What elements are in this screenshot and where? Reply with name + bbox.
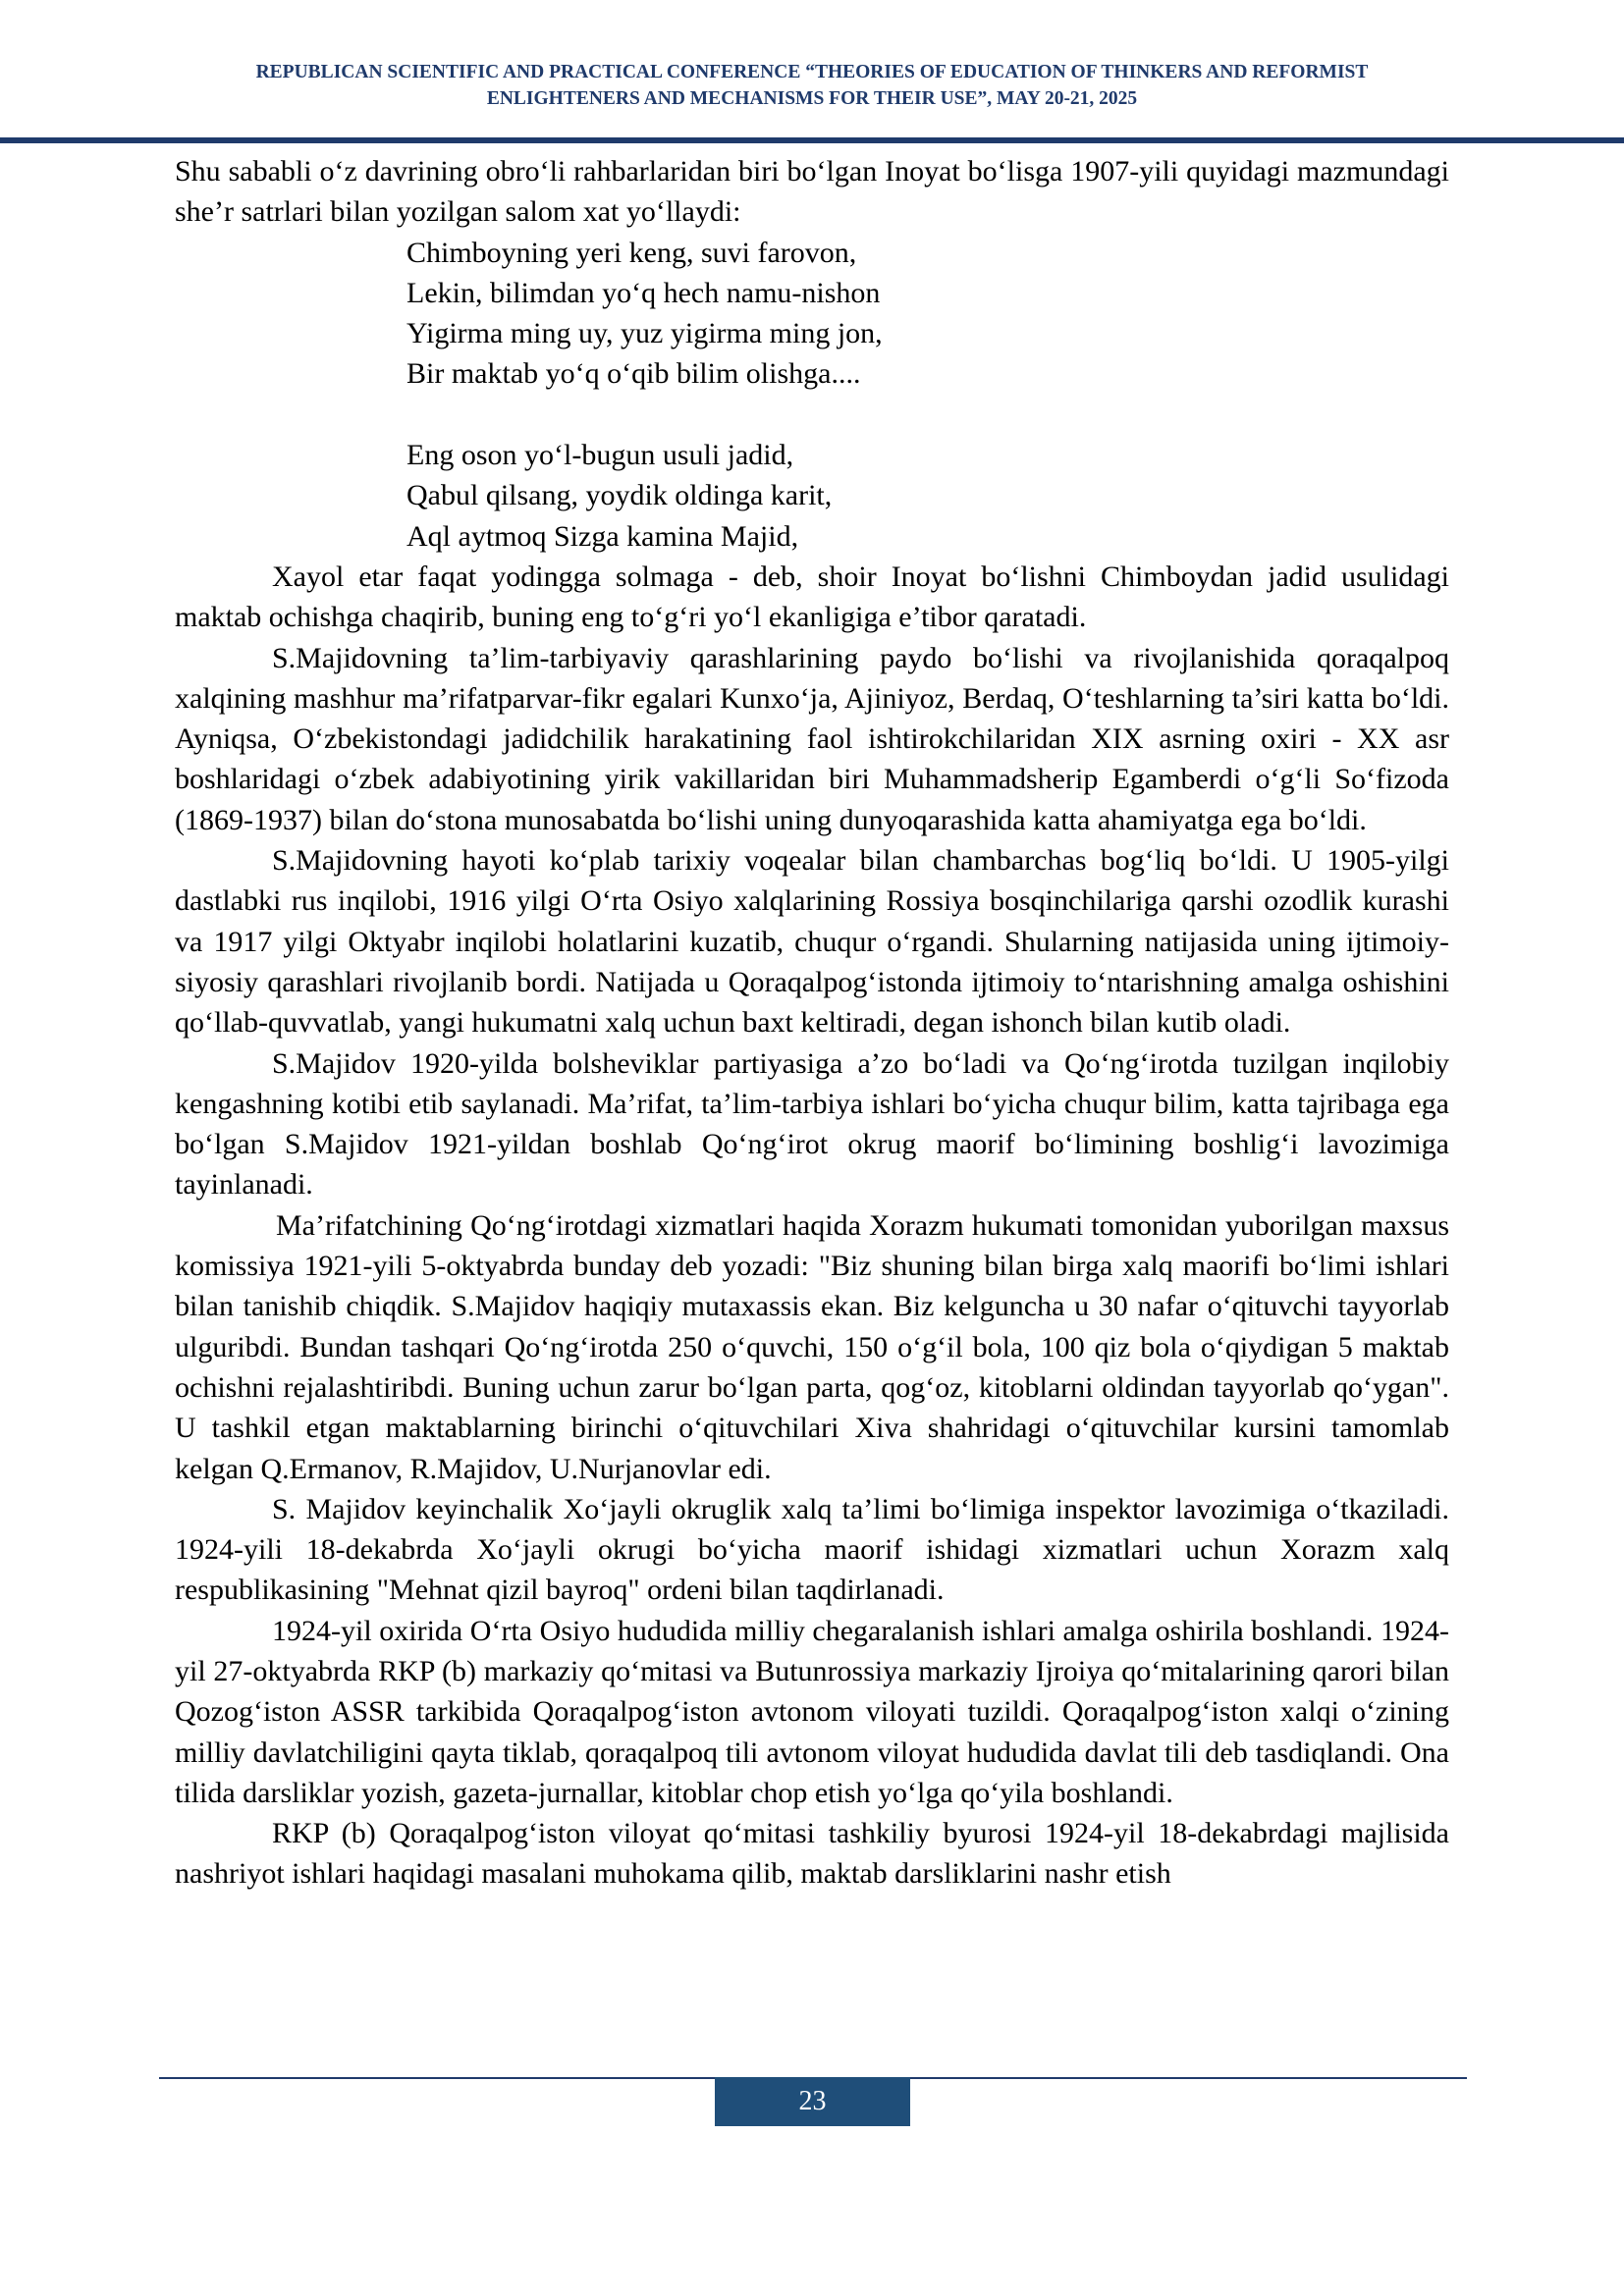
intro-paragraph: Shu sababli o‘z davrining obro‘li rahbarlaridan biri bo‘lgan Inoyat bo‘lisga 1907-yili quyidagi mazmundagi she’r satrlari bilan yozilgan salom xat yo‘llaydi:	[175, 155, 1449, 229]
poem-line: Chimboyning yeri keng, suvi farovon,	[406, 236, 857, 269]
article-body	[175, 151, 1449, 1895]
poem-line: Lekin, bilimdan yo‘q hech namu-nishon	[406, 276, 881, 309]
body-paragraph: S.Majidovning ta’lim-tarbiyaviy qarashlarining paydo bo‘lishi va rivojlanishida qoraqalpoq xalqining mashhur ma’rifatparvar-fikr egalari Kunxo‘ja, Ajiniyoz, Berdaq, O‘teshlarning ta’siri katta bo‘ldi. Ayniqsa, O‘zbekistondagi jadidchilik harakatining faol ishtirokchilaridan XIX asrning oxiri - XX asr boshlaridagi o‘zbek adabiyotining yirik vakillaridan biri Muhammadsherip Egamberdi o‘g‘li So‘fizoda (1869-1937) bilan do‘stona munosabatda bo‘lishi uning dunyoqarashida katta ahamiyatga ega bo‘ldi.	[175, 641, 1449, 836]
page-number: 23	[715, 2077, 910, 2126]
poem-line: Qabul qilsang, yoydik oldinga karit,	[406, 479, 833, 512]
conference-header	[118, 59, 1506, 112]
body-paragraph: S.Majidovning hayoti ko‘plab tarixiy voqealar bilan chambarchas bog‘liq bo‘ldi. U 1905-yilgi dastlabki rus inqilobi, 1916 yilgi O‘rta Osiyo xalqlarining Rossiya bosqinchilariga qarshi ozodlik kurashi va 1917 yilgi Oktyabr inqilobi holatlarini kuzatib, chuqur o‘rgandi. Shularning natijasida uning ijtimoiy-siyosiy qarashlari rivojlanib bordi. Natijada u Qoraqalpog‘istonda ijtimoiy to‘ntarishning amalga oshishini qo‘llab-quvvatlab, yangi hukumatni xalq uchun baxt keltiradi, degan ishonch bilan kutib oladi.	[175, 844, 1449, 1040]
body-paragraph: RKP (b) Qoraqalpog‘iston viloyat qo‘mitasi tashkiliy byurosi 1924-yil 18-dekabrdagi majlisida nashriyot ishlari haqidagi masalani muhokama qilib, maktab darsliklarini nashr etish	[175, 1817, 1449, 1891]
body-paragraph: S.Majidov 1920-yilda bolsheviklar partiyasiga a’zo bo‘ladi va Qo‘ng‘irotda tuzilgan inqilobiy kengashning kotibi etib saylanadi. Ma’rifat, ta’lim-tarbiya ishlari bo‘yicha chuqur bilim, katta tajribaga ega bo‘lgan S.Majidov 1921-yildan boshlab Qo‘ng‘irot okrug maorif bo‘limining boshlig‘i lavozimiga tayinlanadi.	[175, 1046, 1449, 1201]
poem-line: Yigirma ming uy, yuz yigirma ming jon,	[406, 317, 883, 350]
stanza-gap	[406, 395, 1449, 435]
poem-block	[175, 233, 1449, 557]
poem-line: Eng oson yo‘l-bugun usuli jadid,	[406, 439, 794, 472]
header-divider	[0, 137, 1624, 143]
body-paragraph: Ma’rifatchining Qo‘ng‘irotdagi xizmatlari haqida Xorazm hukumati tomonidan yuborilgan maxsus komissiya 1921-yili 5-oktyabrda bunday deb yozadi: "Biz shuning bilan birga xalq maorifi bo‘limi ishlari bilan tanishib chiqdik. S.Majidov haqiqiy mutaxassis ekan. Biz kelguncha u 30 nafar o‘qituvchi tayyorlab ulguribdi. Bundan tashqari Qo‘ng‘irotda 250 o‘quvchi, 150 o‘g‘il bola, 100 qiz bola o‘qiydigan 5 maktab ochishni rejalashtiribdi. Buning uchun zarur bo‘lgan parta, qog‘oz, kitoblarni oldindan tayyorlab qo‘ygan". U tashkil etgan maktablarning birinchi o‘qituvchilari Xiva shahridagi o‘qituvchilar kursini tamomlab kelgan Q.Ermanov, R.Majidov, U.Nurjanovlar edi.	[175, 1208, 1449, 1485]
conference-header-line-2: ENLIGHTENERS AND MECHANISMS FOR THEIR USE”, MAY 20-21, 2025	[486, 88, 1138, 109]
body-paragraph: S. Majidov keyinchalik Xo‘jayli okruglik xalq ta’limi bo‘limiga inspektor lavozimiga o‘tkaziladi. 1924-yili 18-dekabrda Xo‘jayli okrugi bo‘yicha maorif ishidagi xizmatlari uchun Xorazm xalq respublikasining "Mehnat qizil bayroq" ordeni bilan taqdirlanadi.	[175, 1492, 1449, 1607]
body-paragraph: Xayol etar faqat yodingga solmaga - deb, shoir Inoyat bo‘lishni Chimboydan jadid usulidagi maktab ochishga chaqirib, buning eng to‘g‘ri yo‘l ekanligiga e’tibor qaratadi.	[175, 560, 1449, 634]
poem-line: Bir maktab yo‘q o‘qib bilim olishga....	[406, 357, 861, 391]
conference-header-line-1: REPUBLICAN SCIENTIFIC AND PRACTICAL CONFERENCE “THEORIES OF EDUCATION OF THINKERS AND REFORMIST	[255, 62, 1369, 82]
poem-line: Aql aytmoq Sizga kamina Majid,	[406, 519, 799, 553]
body-paragraph: 1924-yil oxirida O‘rta Osiyo hududida milliy chegaralanish ishlari amalga oshirila boshlandi. 1924-yil 27-oktyabrda RKP (b) markaziy qo‘mitasi va Butunrossiya markaziy Ijroiya qo‘mitalarining qarori bilan Qozog‘iston ASSR tarkibida Qoraqalpog‘iston avtonom viloyati tuzildi. Qoraqalpog‘iston xalqi o‘zining milliy davlatchiligini qayta tiklab, qoraqalpoq tili avtonom viloyat hududida davlat tili deb tasdiqlandi. Ona tilida darsliklar yozish, gazeta-jurnallar, kitoblar chop etish yo‘lga qo‘yila boshlandi.	[175, 1614, 1449, 1809]
